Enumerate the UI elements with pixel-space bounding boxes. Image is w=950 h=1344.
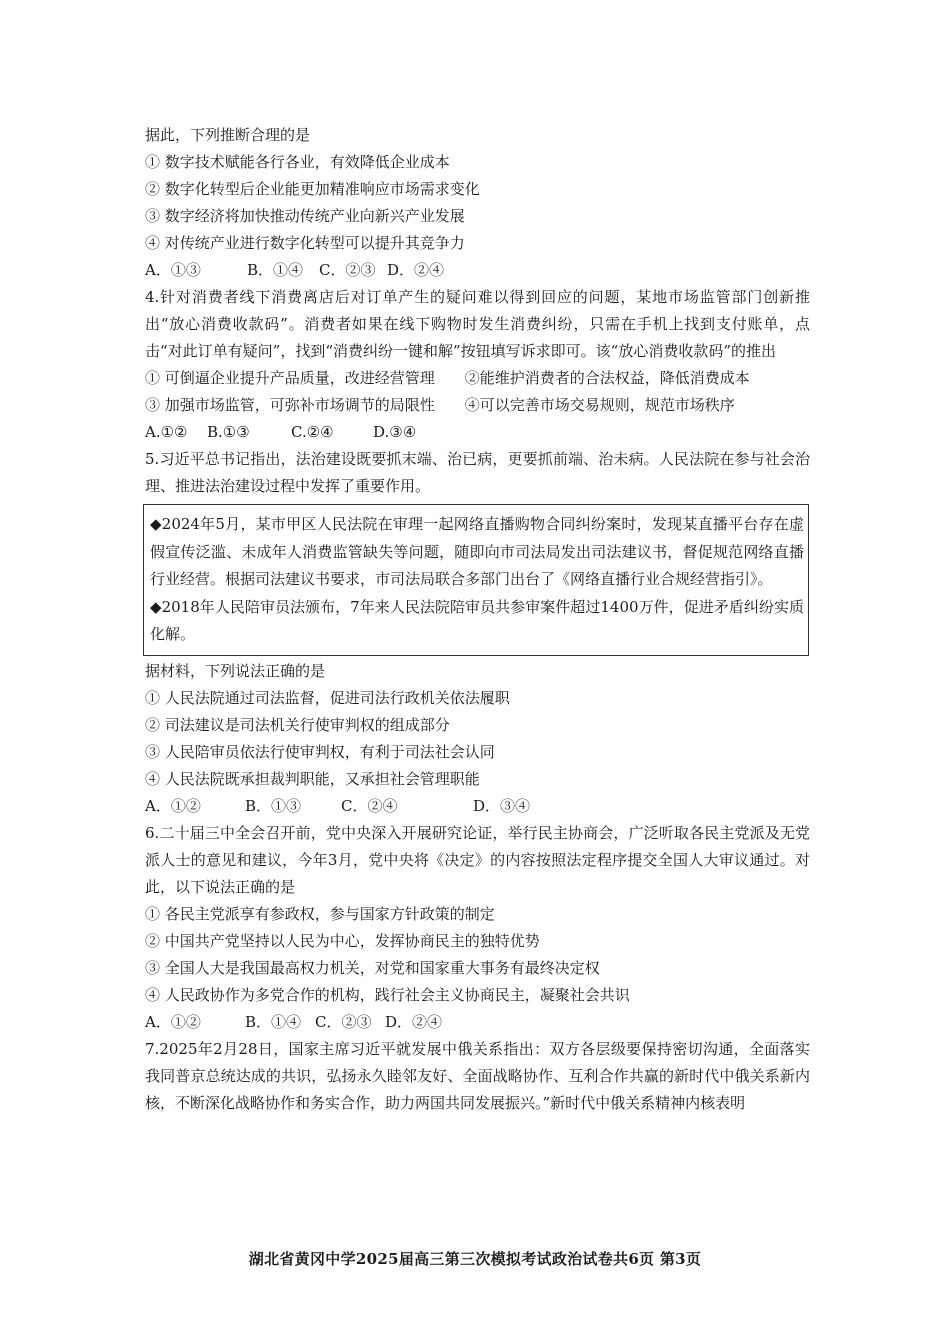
q4-items-1-2: ① 可倒逼企业提升产品质量，改进经营管理 ②能维护消费者的合法权益，降低消费成本 bbox=[145, 369, 750, 387]
q4-stem: 4.针对消费者线下消费离店后对订单产生的疑问难以得到回应的问题，某地市场监管部门创新推出“放心消费收款码”。消费者如果在线下购物时发生消费纠纷，只需在手机上找到支付账单，点击“对此订单有疑问”，找到“消费纠纷一键和解”按钮填写诉求即可。该“放心消费收款码”的推出 bbox=[145, 288, 810, 360]
q5-ask: 据材料，下列说法正确的是 bbox=[145, 661, 326, 680]
q5-option-d: D．③④ bbox=[473, 796, 531, 815]
q6-item-3: ③ 全国人大是我国最高权力机关，对党和国家重大事务有最终决定权 bbox=[145, 958, 600, 977]
q3-item-4: ④ 对传统产业进行数字化转型可以提升其竞争力 bbox=[145, 234, 465, 252]
q3-item-3: ③ 数字经济将加快推动传统产业向新兴产业发展 bbox=[145, 207, 465, 225]
q5-item-4: ④ 人民法院既承担裁判职能，又承担社会管理职能 bbox=[145, 769, 480, 788]
q5-item-1: ① 人民法院通过司法监督，促进司法行政机关依法履职 bbox=[145, 688, 510, 707]
q6-option-a: A．①② bbox=[145, 1012, 201, 1031]
q6-item-1: ① 各民主党派享有参政权，参与国家方针政策的制定 bbox=[145, 904, 495, 923]
q6-option-c: C．②③ bbox=[315, 1012, 372, 1031]
q5-item-2: ② 司法建议是司法机关行使审判权的组成部分 bbox=[145, 715, 450, 734]
q5-stem: 5.习近平总书记指出，法治建设既要抓末端、治已病，更要抓前端、治未病。人民法院在参与社会治理、推进法治建设过程中发挥了重要作用。 bbox=[145, 450, 810, 495]
q5-option-c: C．②④ bbox=[341, 796, 398, 815]
q6-option-b: B．①④ bbox=[245, 1012, 302, 1031]
q5-option-a: A．①② bbox=[145, 796, 201, 815]
q3-item-2: ② 数字化转型后企业能更加精准响应市场需求变化 bbox=[145, 180, 480, 198]
q5-material-box bbox=[143, 504, 809, 656]
page-footer: 湖北省黄冈中学2025届高三第三次模拟考试政治试卷共6页 第3页 bbox=[248, 1250, 702, 1268]
q5-options bbox=[145, 793, 810, 820]
q5-material-2: ◆2018年人民陪审员法颁布，7年来人民法院陪审员共参审案件超过1400万件，促进矛盾纠纷实质化解。 bbox=[150, 597, 804, 643]
q3-item-1: ① 数字技术赋能各行各业，有效降低企业成本 bbox=[145, 153, 450, 171]
q6-item-4: ④ 人民政协作为多党合作的机构，践行社会主义协商民主，凝聚社会共识 bbox=[145, 985, 630, 1004]
q6-stem: 6.二十届三中全会召开前，党中央深入开展研究论证，举行民主协商会，广泛听取各民主党派及无党派人士的意见和建议，今年3月，党中央将《决定》的内容按照法定程序提交全国人大审议通过。对此，以下说法正确的是 bbox=[145, 823, 810, 896]
q4-option-c: C.②④ bbox=[291, 423, 334, 441]
q6-options bbox=[145, 1009, 810, 1036]
q5-material-1: ◆2024年5月，某市甲区人民法院在审理一起网络直播购物合同纠纷案时，发现某直播平台存在虚假宣传泛滥、未成年人消费监管缺失等问题，随即向市司法局发出司法建议书，督促规范网络直播行业经营。根据司法建议书要求，市司法局联合多部门出台了《网络直播行业合规经营指引》。 bbox=[150, 515, 804, 588]
q5-option-b: B．①③ bbox=[245, 796, 302, 815]
q4-option-a: A.①② bbox=[145, 423, 188, 441]
q3-stem: 据此，下列推断合理的是 bbox=[145, 126, 311, 144]
q4-option-d: D.③④ bbox=[373, 423, 417, 441]
q4-options bbox=[145, 419, 810, 446]
q4-option-b: B.①③ bbox=[207, 423, 250, 441]
q4-items-3-4: ③ 加强市场监管，可弥补市场调节的局限性 ④可以完善市场交易规则，规范市场秩序 bbox=[145, 396, 735, 414]
q6-item-2: ② 中国共产党坚持以人民为中心，发挥协商民主的独特优势 bbox=[145, 931, 540, 950]
q3-options bbox=[145, 257, 810, 284]
q3-option-c: C．②③ bbox=[319, 261, 376, 279]
q7-stem: 7.2025年2月28日，国家主席习近平就发展中俄关系指出：双方各层级要保持密切沟通，全面落实我同普京总统达成的共识，弘扬永久睦邻友好、全面战略协作、互利合作共赢的新时代中俄关系新内核，不断深化战略协作和务实合作，助力两国共同发展振兴。”新时代中俄关系精神内核表明 bbox=[145, 1039, 810, 1112]
q3-option-b: B．①④ bbox=[247, 261, 304, 279]
exam-page bbox=[145, 122, 810, 1117]
q3-option-d: D．②④ bbox=[387, 261, 445, 279]
q6-option-d: D．②④ bbox=[385, 1012, 443, 1031]
q3-option-a: A．①③ bbox=[145, 261, 201, 279]
q5-item-3: ③ 人民陪审员依法行使审判权，有利于司法社会认同 bbox=[145, 742, 495, 761]
